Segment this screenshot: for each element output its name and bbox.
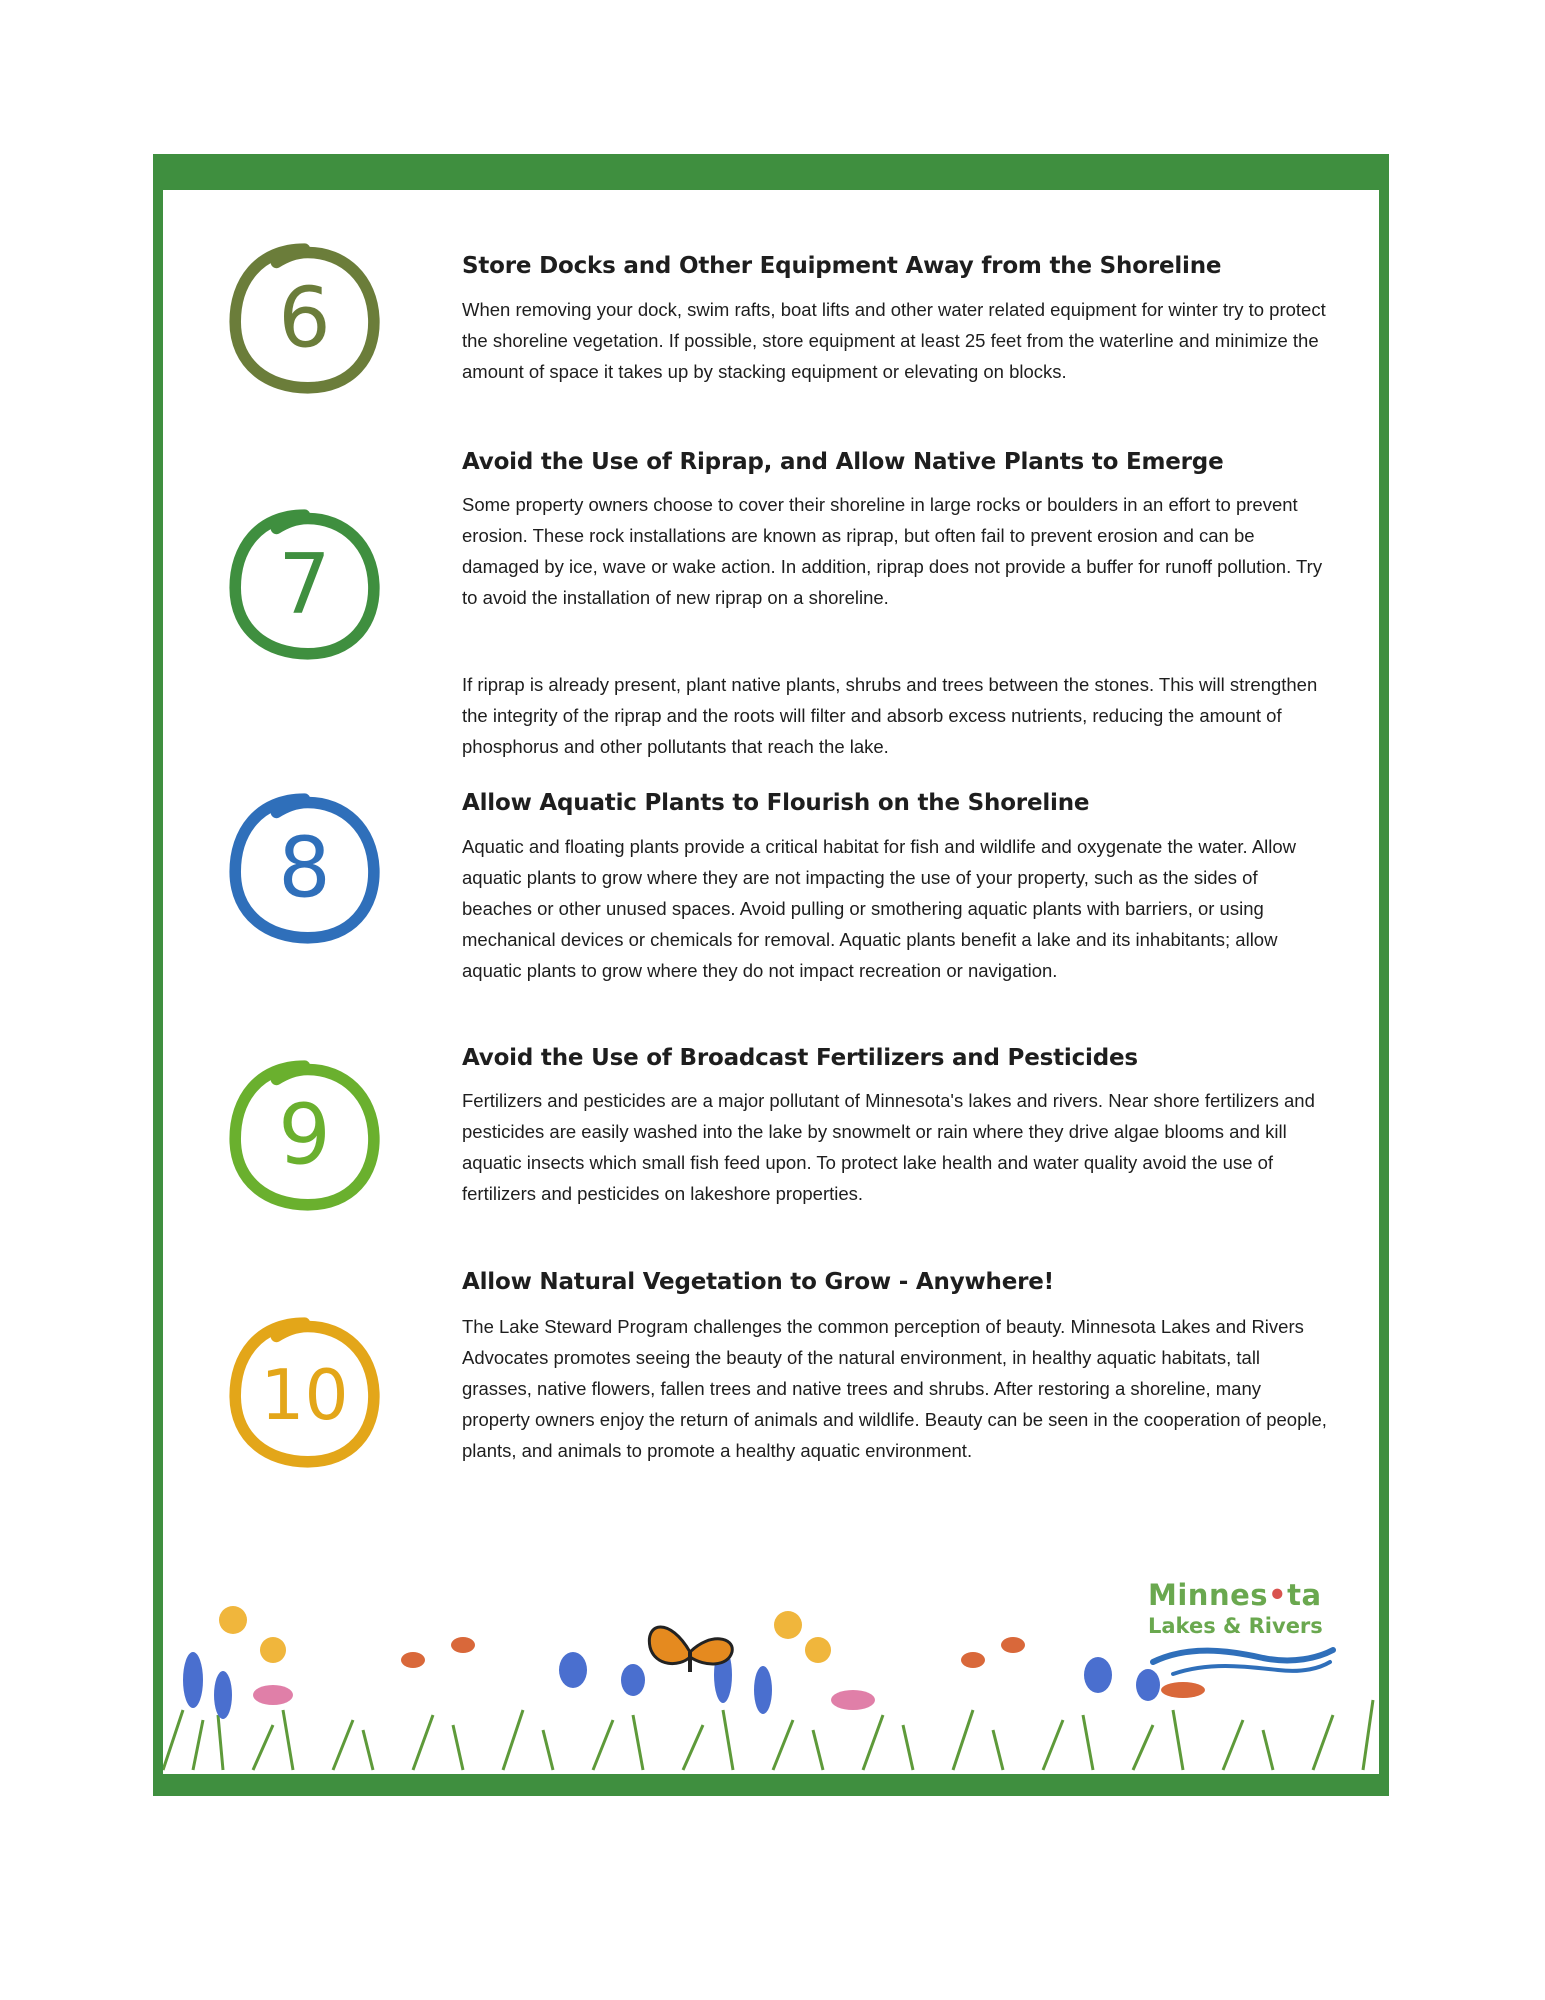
number-9-glyph: 9: [278, 1087, 331, 1184]
tip-6-body: When removing your dock, swim rafts, boat lifts and other water related equipment for winter try to protect the shoreline vegetation. If possible, store equipment at least 25 feet from the waterline and minimize the amount of space it takes up by stacking equipment or elevating on blocks.: [462, 299, 1326, 382]
number-10-icon: [222, 1310, 387, 1475]
logo-wordmark-line1: Minnes•ta: [1148, 1578, 1322, 1612]
number-10-glyph: 10: [260, 1355, 349, 1436]
number-8-glyph: 8: [278, 820, 331, 917]
tip-6-heading: Store Docks and Other Equipment Away from the Shoreline: [462, 253, 1222, 279]
number-8-icon: [222, 786, 387, 951]
tip-10-heading: Allow Natural Vegetation to Grow - Anywhere!: [462, 1269, 1054, 1295]
tip-7-body-1: Some property owners choose to cover their shoreline in large rocks or boulders in an effort to prevent erosion. These rock installations are known as riprap, but often fail to prevent erosion and can be damaged by ice, wave or wake action. In addition, riprap does not provide a buffer for runoff pollution. Try to avoid the installation of new riprap on a shoreline.: [462, 494, 1323, 608]
water-waves-icon: [1148, 1640, 1338, 1680]
tip-8-body: Aquatic and floating plants provide a critical habitat for fish and wildlife and oxygenate the water. Allow aquatic plants to grow where they are not impacting the use of your property, such as the sides of beaches or other unused spaces. Avoid pulling or smothering aquatic plants with barriers, or using mechanical devices or chemicals for removal. Aquatic plants benefit a lake and its inhabitants; allow aquatic plants to grow where they do not impact recreation or navigation.: [462, 836, 1297, 981]
number-6-icon: [222, 236, 387, 401]
number-7-glyph: 7: [278, 536, 331, 633]
minnesota-lakes-rivers-logo: [1148, 1578, 1338, 1688]
tip-7-heading: Avoid the Use of Riprap, and Allow Native Plants to Emerge: [462, 449, 1224, 475]
butterfly-icon: [640, 1612, 740, 1692]
logo-wordmark-line2: Lakes & Rivers: [1148, 1614, 1323, 1638]
tip-7-body-2: If riprap is already present, plant native plants, shrubs and trees between the stones. This will strengthen the integrity of the riprap and the roots will filter and absorb excess nutrients, reducing the amount of phosphorus and other pollutants that reach the lake.: [462, 674, 1318, 757]
tip-10-body: The Lake Steward Program challenges the common perception of beauty. Minnesota Lakes and Rivers Advocates promotes seeing the beauty of the natural environment, in healthy aquatic habitats, tall grasses, native flowers, fallen trees and native trees and shrubs. After restoring a shoreline, many property owners enjoy the return of animals and wildlife. Beauty can be seen in the cooperation of people, plants, and animals to promote a healthy aquatic environment.: [462, 1316, 1327, 1461]
number-9-icon: [222, 1053, 387, 1218]
tip-8-heading: Allow Aquatic Plants to Flourish on the Shoreline: [462, 790, 1090, 816]
number-7-icon: [222, 502, 387, 667]
number-6-glyph: 6: [278, 270, 331, 367]
tip-9-heading: Avoid the Use of Broadcast Fertilizers and Pesticides: [462, 1045, 1138, 1071]
tip-9-body: Fertilizers and pesticides are a major pollutant of Minnesota's lakes and rivers. Near shore fertilizers and pesticides are easily washed into the lake by snowmelt or rain where they drive algae blooms and kill aquatic insects which small fish feed upon. To protect lake health and water quality avoid the use of fertilizers and pesticides on lakeshore properties.: [462, 1090, 1315, 1204]
